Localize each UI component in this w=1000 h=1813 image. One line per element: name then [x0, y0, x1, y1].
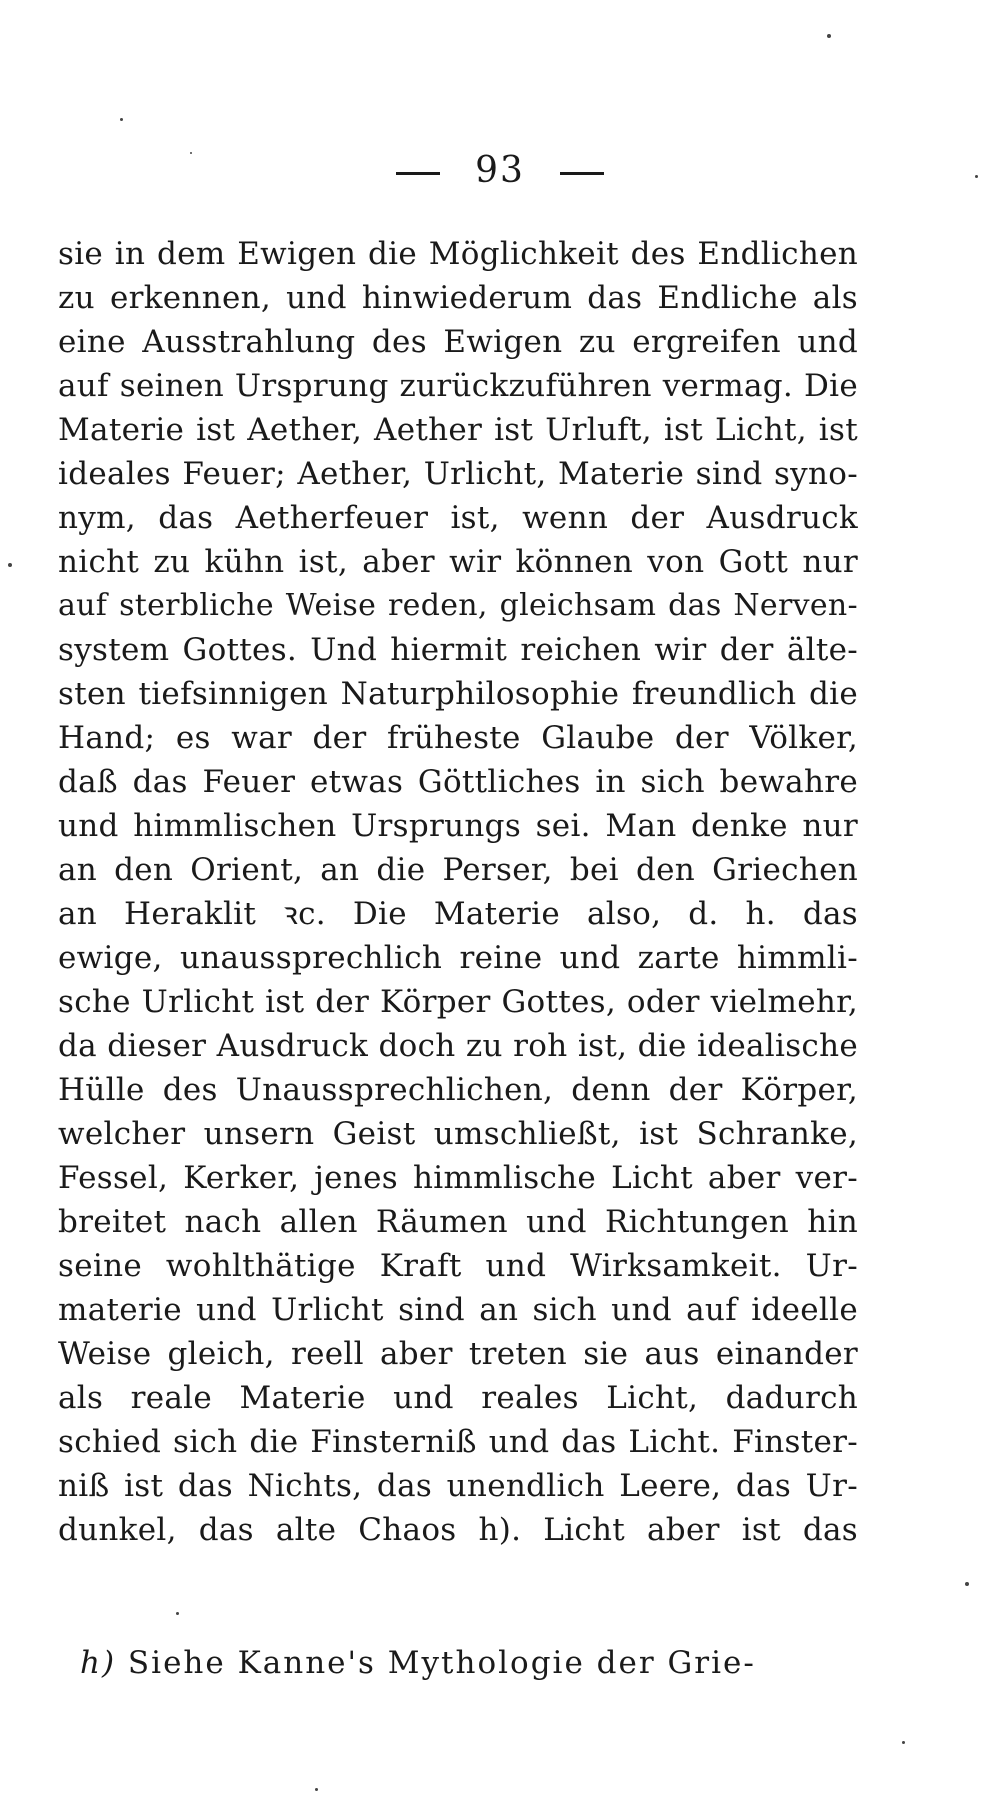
scan-speck — [176, 1612, 179, 1615]
footnote-text: Siehe Kanne's Mythologie der Grie- — [127, 1645, 756, 1681]
text-line: nym, das Aetherfeuer ist, wenn der Ausdruck — [58, 500, 858, 536]
page-number: 93 — [475, 150, 525, 191]
scan-speck — [315, 1788, 318, 1791]
footnote-marker: h) — [80, 1645, 117, 1681]
footnote — [80, 1645, 840, 1681]
text-line: an den Orient, an die Perser, bei den Griechen — [58, 852, 858, 888]
scan-speck — [190, 152, 192, 154]
scan-speck — [120, 118, 123, 121]
text-line: materie und Urlicht sind an sich und auf ideelle — [58, 1292, 858, 1328]
header-dash-right — [560, 172, 604, 175]
text-line: welcher unsern Geist umschließt, ist Schranke, — [58, 1116, 858, 1152]
text-line: eine Ausstrahlung des Ewigen zu ergreifen und — [58, 324, 858, 360]
text-line: nicht zu kühn ist, aber wir können von Gott nur — [58, 544, 858, 580]
text-line: sie in dem Ewigen die Möglichkeit des Endlichen — [58, 236, 858, 272]
header-dash-left — [396, 172, 440, 175]
text-line: system Gottes. Und hiermit reichen wir der älte- — [58, 632, 858, 668]
text-line: ideales Feuer; Aether, Urlicht, Materie sind syno- — [58, 456, 858, 492]
text-line: niß ist das Nichts, das unendlich Leere, das Ur- — [58, 1468, 858, 1504]
scan-speck — [975, 175, 978, 178]
text-line: sten tiefsinnigen Naturphilosophie freundlich die — [58, 676, 858, 712]
text-line: zu erkennen, und hinwiederum das Endliche als — [58, 280, 858, 316]
text-line: auf sterbliche Weise reden, gleichsam das Nerven- — [58, 588, 858, 623]
text-line: Weise gleich, reell aber treten sie aus einander — [58, 1336, 858, 1372]
text-line: und himmlischen Ursprungs sei. Man denke nur — [58, 808, 858, 844]
text-line: ewige, unaussprechlich reine und zarte himmli- — [58, 940, 858, 976]
text-line: daß das Feuer etwas Göttliches in sich bewahre — [58, 764, 858, 800]
text-line: Fessel, Kerker, jenes himmlische Licht aber ver- — [58, 1160, 858, 1196]
text-line: sche Urlicht ist der Körper Gottes, oder vielmehr, — [58, 984, 858, 1020]
scan-speck — [827, 34, 831, 38]
text-line: auf seinen Ursprung zurückzuführen vermag. Die — [58, 368, 858, 404]
text-line: seine wohlthätige Kraft und Wirksamkeit. Ur- — [58, 1248, 858, 1284]
text-line: als reale Materie und reales Licht, dadurch — [58, 1380, 858, 1416]
scan-speck — [8, 563, 12, 567]
text-line: breitet nach allen Räumen und Richtungen hin — [58, 1204, 858, 1240]
text-line: da dieser Ausdruck doch zu roh ist, die idealische — [58, 1028, 858, 1064]
text-line: an Heraklit ꝛc. Die Materie also, d. h. das — [58, 896, 858, 932]
text-line: Hand; es war der früheste Glaube der Völker, — [58, 720, 858, 756]
text-line: dunkel, das alte Chaos h). Licht aber ist das — [58, 1512, 858, 1548]
text-line: Materie ist Aether, Aether ist Urluft, ist Licht, ist — [58, 412, 858, 448]
scan-speck — [902, 1741, 905, 1744]
page-header — [0, 150, 1000, 191]
scan-speck — [965, 1582, 969, 1586]
text-line: Hülle des Unaussprechlichen, denn der Körper, — [58, 1072, 858, 1108]
body-text — [58, 232, 858, 1552]
text-line: schied sich die Finsterniß und das Licht. Finster- — [58, 1424, 858, 1460]
